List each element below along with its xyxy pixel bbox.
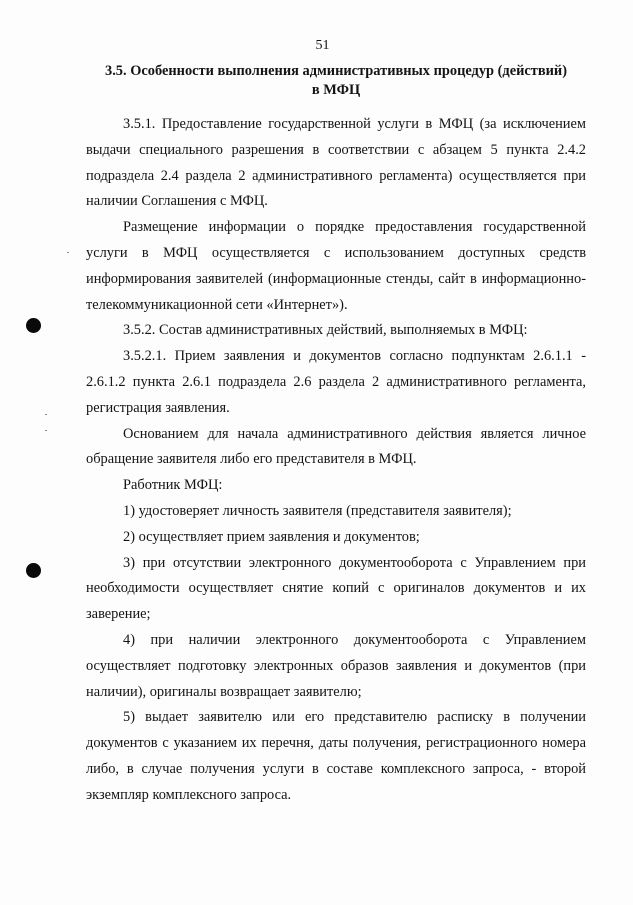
section-heading-line-2: в МФЦ bbox=[311, 82, 361, 98]
section-heading bbox=[86, 62, 586, 100]
punch-hole-mark bbox=[26, 318, 41, 333]
list-item-2: 2) осуществляет прием заявления и документов; bbox=[123, 528, 420, 545]
section-heading-line-1: 3.5. Особенности выполнения административных процедур (действий) bbox=[105, 63, 567, 79]
punch-hole-mark bbox=[26, 563, 41, 578]
list-item-1: 1) удостоверяет личность заявителя (представителя заявителя); bbox=[123, 502, 512, 519]
paragraph-3-5-1: 3.5.1. Предоставление государственной услуги в МФЦ (за исключением выдачи специального разрешения в соответствии с абзацем 5 пункта 2.4.2 подраздела 2.4 раздела 2 административного регламента) осуществляется при наличии Соглашения с МФЦ. bbox=[86, 116, 586, 210]
page-number: 51 bbox=[315, 38, 330, 53]
scan-speck bbox=[45, 430, 47, 431]
list-item-5: 5) выдает заявителю или его представителю расписку в получении документов с указанием их перечня, даты получения, регистрационного номера либо, в случае получения услуги в составе комплексного запроса, - второй экземпляр комплексного запроса. bbox=[86, 709, 586, 803]
list-item-3: 3) при отсутствии электронного документооборота с Управлением при необходимости осуществляет снятие копий с оригиналов документов и их заверение; bbox=[86, 554, 586, 623]
paragraph-mfc-worker: Работник МФЦ: bbox=[123, 477, 223, 494]
scan-speck bbox=[67, 252, 69, 253]
paragraph-info-placement: Размещение информации о порядке предоставления государственной услуги в МФЦ осуществляется с использованием доступных средств информирования заявителей (информационные стенды, сайт в информационно-телекоммуникационной сети «Интернет»). bbox=[86, 219, 586, 313]
body-text bbox=[86, 112, 586, 809]
paragraph-3-5-2: 3.5.2. Состав административных действий, выполняемых в МФЦ: bbox=[123, 322, 528, 339]
paragraph-3-5-2-1: 3.5.2.1. Прием заявления и документов согласно подпунктам 2.6.1.1 - 2.6.1.2 пункта 2.6.1 подраздела 2.6 раздела 2 административного регламента, регистрация заявления. bbox=[86, 348, 586, 416]
list-item-4: 4) при наличии электронного документооборота с Управлением осуществляет подготовку электронных образов заявления и документов (при наличии), оригиналы возвращает заявителю; bbox=[86, 631, 586, 700]
paragraph-basis: Основанием для начала административного действия является личное обращение заявителя либо его представителя в МФЦ. bbox=[86, 425, 586, 468]
scan-speck bbox=[45, 414, 47, 415]
